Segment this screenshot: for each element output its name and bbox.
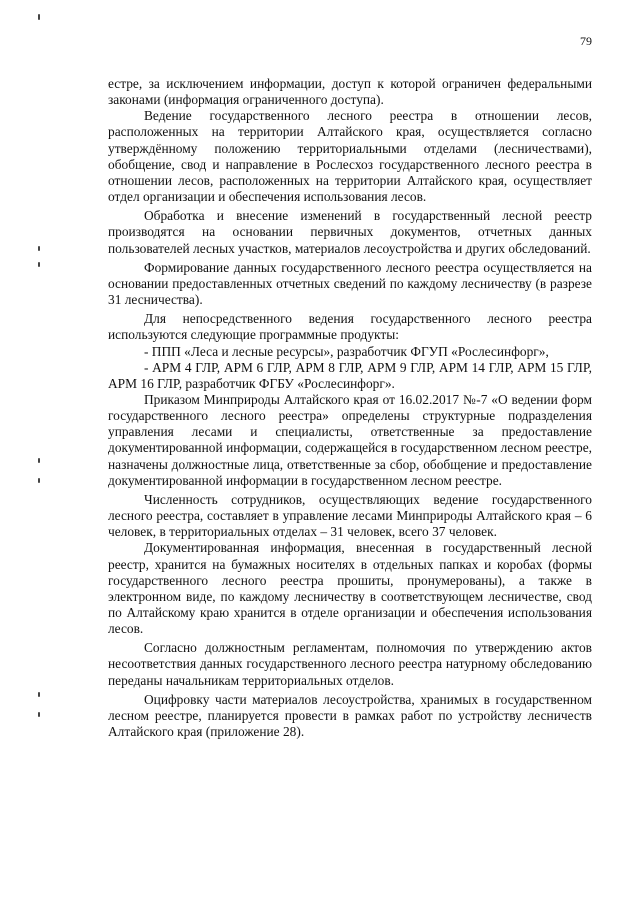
margin-mark — [38, 712, 40, 717]
paragraph: Численность сотрудников, осуществляющих ведение государственного лесного реестра, составляет в управление лесами Минприроды Алтайского края – 6 человек, в территориальных отделах – 31 человек, всего 37 человек. — [108, 491, 592, 540]
margin-mark — [38, 262, 40, 267]
list-item: - АРМ 4 ГЛР, АРМ 6 ГЛР, АРМ 8 ГЛР, АРМ 9 ГЛР, АРМ 14 ГЛР, АРМ 15 ГЛР, АРМ 16 ГЛР, разработчик ФГБУ «Рослесинфорг». — [108, 359, 592, 391]
paragraph: Документированная информация, внесенная в государственный лесной реестр, хранится на бумажных носителях в отдельных папках и коробах (формы государственного лесного реестра прошиты, пронумерованы), а также в электронном виде, по каждому лесничеству в соответствующем лесничестве, свод по Алтайскому краю хранится в отделе организации и обеспечения использования лесов. — [108, 540, 592, 637]
margin-mark — [38, 458, 40, 463]
margin-mark — [38, 692, 40, 697]
paragraph: Ведение государственного лесного реестра в отношении лесов, расположенных на территории Алтайского края, осуществляется согласно утверждённому положению территориальными отделами (лесничествами), обобщение, свод и направление в Рослесхоз государственного лесного реестра в отношении лесов, расположенных на территории Алтайского края, осуществляет отдел организации и обеспечения использования лесов. — [108, 108, 592, 205]
paragraph: Формирование данных государственного лесного реестра осуществляется на основании предоставленных отчетных сведений по каждому лесничеству (в разрезе 31 лесничества). — [108, 259, 592, 308]
list-item: - ППП «Леса и лесные ресурсы», разработчик ФГУП «Рослесинфорг», — [144, 343, 549, 359]
paragraph: естре, за исключением информации, доступ к которой ограничен федеральными законами (информация ограниченного доступа). — [108, 76, 592, 108]
paragraph: Приказом Минприроды Алтайского края от 16.02.2017 №-7 «О ведении форм государственного лесного реестра» определены структурные подразделения управления лесами и специалисты, ответственные за предоставление документированной информации, содержащейся в государственном лесном реестре, назначены должностные лица, ответственные за сбор, обобщение и предоставление документированной информации в государственном лесном реестре. — [108, 391, 592, 488]
paragraph: Обработка и внесение изменений в государственный лесной реестр производятся на основании первичных документов, отчетных данных пользователей лесных участков, материалов лесоустройства и других обследований. — [108, 208, 592, 256]
paragraph: Для непосредственного ведения государственного лесного реестра используются следующие программные продукты: — [108, 311, 592, 343]
margin-mark — [38, 478, 40, 483]
paragraph: Оцифровку части материалов лесоустройства, хранимых в государственном лесном реестре, планируется провести в рамках работ по устройству лесничеств Алтайского края (приложение 28). — [108, 691, 592, 740]
paragraph: Согласно должностным регламентам, полномочия по утверждению актов несоответствия данных государственного лесного реестра натурному обследованию переданы начальникам территориальных отделов. — [108, 640, 592, 688]
margin-mark — [38, 14, 40, 20]
document-body — [108, 76, 592, 740]
page-number: 79 — [580, 34, 592, 48]
margin-mark — [38, 246, 40, 251]
